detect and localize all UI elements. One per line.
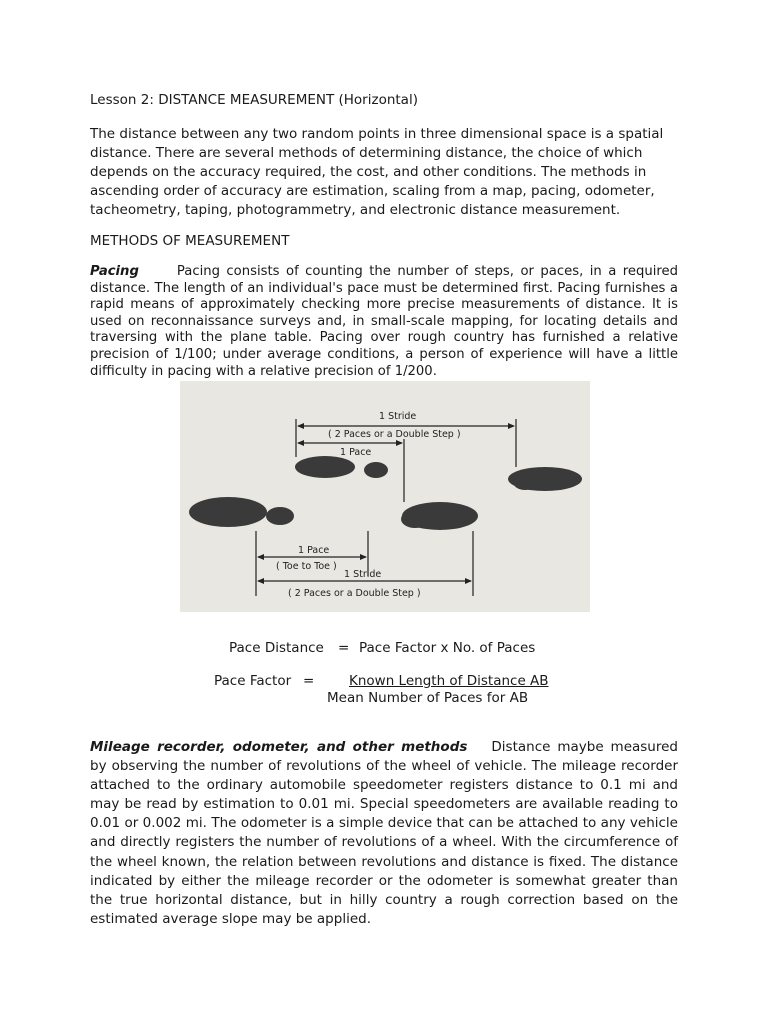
- formula2-equals: =: [303, 673, 315, 689]
- formula1-right: Pace Factor x No. of Paces: [359, 640, 536, 656]
- formula1-equals: =: [338, 640, 350, 656]
- formula2-numerator: Known Length of Distance AB: [349, 673, 549, 689]
- top-stride-label: 1 Stride: [379, 411, 417, 422]
- bottom-stride-label: 1 Stride: [344, 569, 382, 580]
- bottom-pace-note: ( Toe to Toe ): [276, 561, 337, 572]
- mileage-body: Distance maybe measured by observing the number of revolutions of the wheel of vehicle. The mileage recorder attached to the ordinary automobile speedometer registers distance to 0.1 mi and may be read by estimation to 0.01 mi. Special speedometers are available reading to 0.01 or 0.002 mi. The odometer is a simple device that can be attached to any vehicle and directly registers the number of revolutions of a wheel. With the circumference of the wheel known, the relation between revolutions and distance is fixed. The distance indicated by either the mileage recorder or the odometer is somewhat greater than the true horizontal distance, but in hilly country a rough correction based on the estimated average slope may be applied.: [90, 739, 678, 927]
- formula1-left: Pace Distance: [229, 640, 324, 656]
- formula2-left: Pace Factor: [214, 673, 292, 689]
- pacing-lead: Pacing: [90, 264, 139, 279]
- intro-line: distance. There are several methods of determining distance, the choice of which: [90, 145, 643, 161]
- footprint-middle: [401, 502, 478, 530]
- footprint-left: [189, 497, 294, 527]
- footprint-diagram: [180, 381, 590, 612]
- methods-heading: METHODS OF MEASUREMENT: [90, 233, 290, 249]
- bottom-pace-label: 1 Pace: [298, 545, 330, 556]
- mileage-lead: Mileage recorder, odometer, and other methods: [90, 739, 468, 755]
- top-pace-label: 1 Pace: [340, 447, 372, 458]
- mileage-paragraph: [90, 738, 678, 929]
- bottom-stride-note: ( 2 Paces or a Double Step ): [288, 588, 421, 599]
- intro-line: The distance between any two random points in three dimensional space is a spatial: [90, 126, 664, 142]
- pacing-figure: [180, 381, 590, 612]
- pacing-body: Pacing consists of counting the number of steps, or paces, in a required distance. The length of an individual's pace must be determined first. Pacing furnishes a rapid means of approximately checking more precise measurements of distance. It is used on reconnaissance surveys and, in small-scale mapping, for locating details and traversing with the plane table. Pacing over rough country has furnished a relative precision of 1/100; under average conditions, a person of experience will have a little difficulty in pacing with a relative precision of 1/200.: [90, 264, 678, 379]
- intro-line: tacheometry, taping, photogrammetry, and electronic distance measurement.: [90, 202, 621, 218]
- lesson-title: Lesson 2: DISTANCE MEASUREMENT (Horizontal): [90, 92, 418, 108]
- footprints: [189, 456, 582, 530]
- intro-line: depends on the accuracy required, the cost, and other conditions. The methods in: [90, 164, 647, 180]
- pacing-paragraph: [90, 264, 678, 380]
- footprint-right: [508, 467, 582, 491]
- footprint-upper: [295, 456, 388, 478]
- intro-line: ascending order of accuracy are estimation, scaling from a map, pacing, odometer,: [90, 183, 655, 199]
- formula2-denominator: Mean Number of Paces for AB: [327, 690, 529, 706]
- top-stride-note: ( 2 Paces or a Double Step ): [328, 429, 461, 440]
